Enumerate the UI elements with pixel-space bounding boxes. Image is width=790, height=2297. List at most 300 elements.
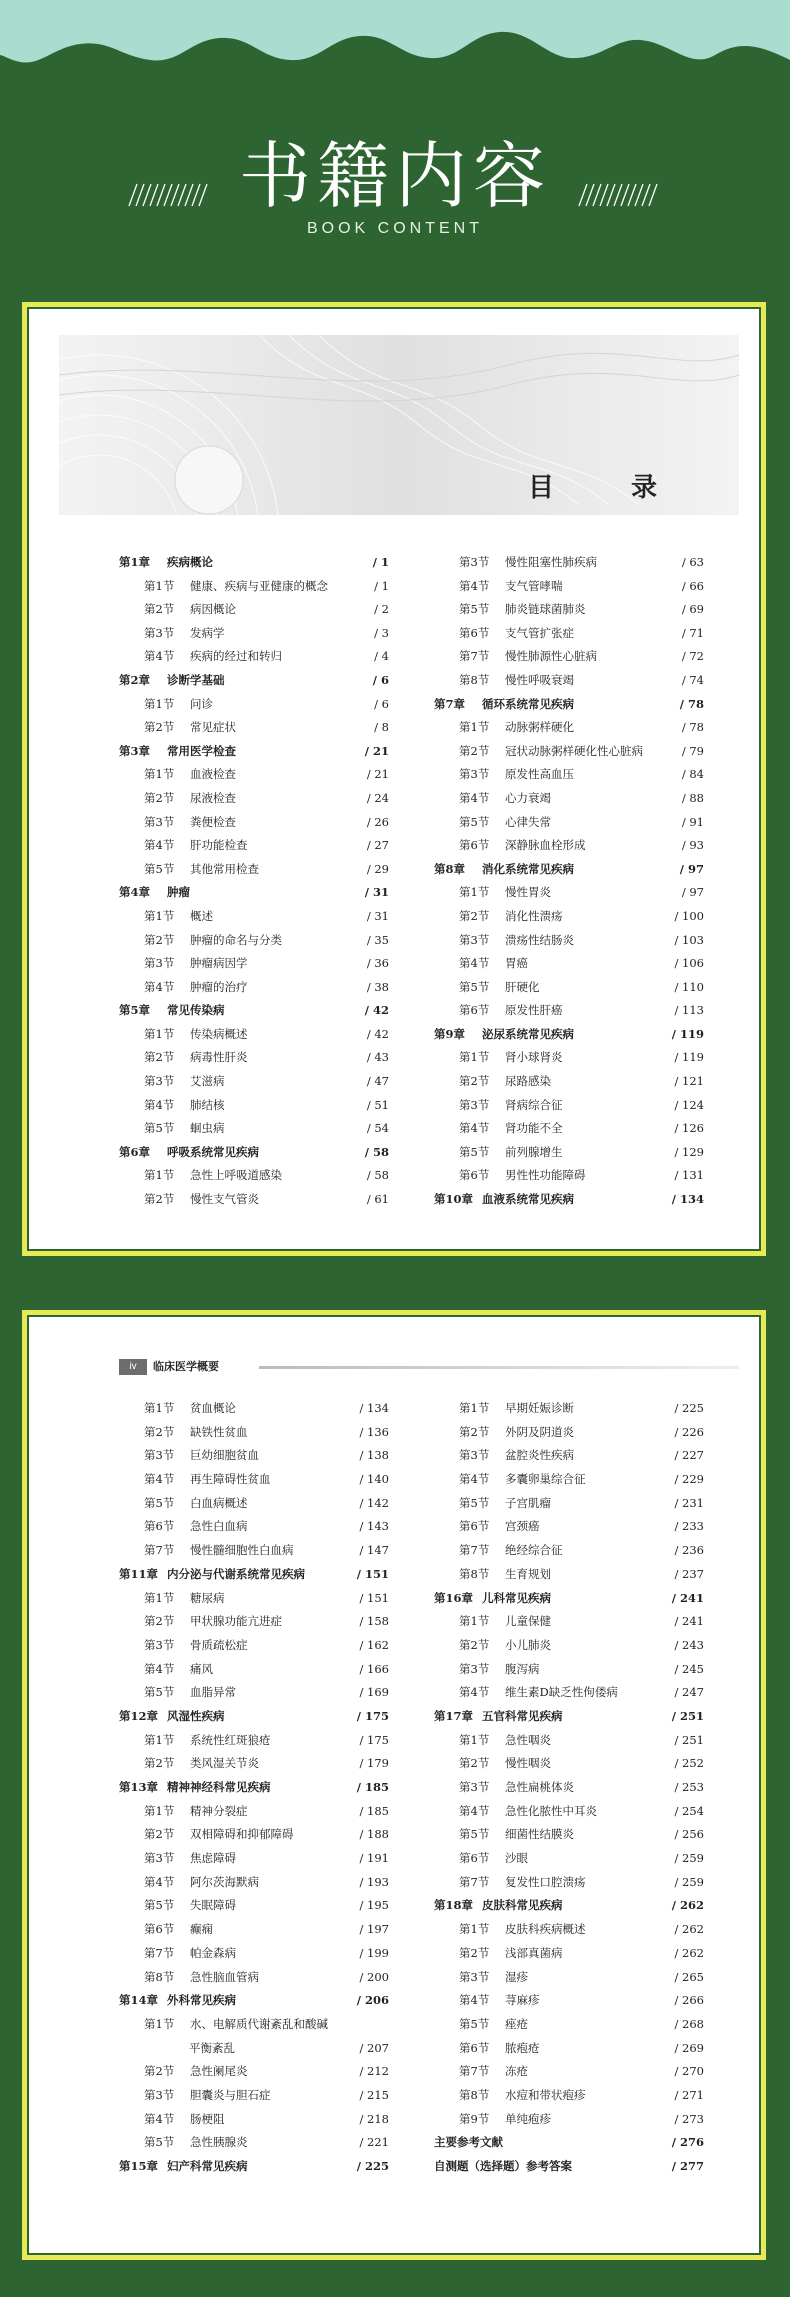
toc-entry-title: 糖尿病 <box>190 1590 225 1605</box>
toc-column-right <box>434 551 704 1212</box>
toc-entry-title: 盆腔炎性疾病 <box>505 1448 574 1463</box>
toc-entry-page: / 91 <box>681 814 704 829</box>
toc-entry-page: / 206 <box>356 1993 389 2008</box>
toc-entry-number: 第3节 <box>144 2087 175 2102</box>
toc-card-2 <box>22 1310 766 2260</box>
toc-section-row <box>119 1023 389 1047</box>
toc-entry-title: 水、电解质代谢紊乱和酸碱 <box>190 2016 328 2031</box>
toc-entry-page: / 24 <box>366 790 389 805</box>
toc-entry-page: / 69 <box>681 602 704 617</box>
toc-section-row <box>119 622 389 646</box>
toc-entry-number: 第4节 <box>144 2111 175 2126</box>
toc-entry-number: 第1节 <box>459 1922 490 1937</box>
toc-entry-page: / 4 <box>374 649 389 664</box>
toc-appendix-row <box>434 2155 704 2179</box>
toc-entry-title: 急性上呼吸道感染 <box>190 1168 282 1183</box>
toc-entry-title: 呼吸系统常见疾病 <box>167 1144 259 1159</box>
toc-entry-page: / 142 <box>359 1495 389 1510</box>
toc-section-row <box>434 1164 704 1188</box>
toc-entry-page: / 162 <box>359 1637 389 1652</box>
toc-entry-page: / 8 <box>374 720 389 735</box>
toc-section-row <box>119 1515 389 1539</box>
toc-entry-title: 再生障碍性贫血 <box>190 1472 271 1487</box>
toc-entry-number: 第5节 <box>144 2135 175 2150</box>
toc-section-row <box>434 1070 704 1094</box>
toc-entry-page: / 218 <box>359 2111 389 2126</box>
toc-entry-page: / 236 <box>674 1543 704 1558</box>
toc-entry-title: 浅部真菌病 <box>505 1945 563 1960</box>
toc-entry-number: 第2节 <box>144 1756 175 1771</box>
toc-entry-title: 急性阑尾炎 <box>190 2064 248 2079</box>
toc-section-row <box>119 2013 389 2037</box>
toc-entry-number: 第4章 <box>119 885 151 900</box>
hero-title: 书籍内容 <box>238 134 551 218</box>
toc-section-row <box>119 1587 389 1611</box>
toc-entry-number: 第5节 <box>459 1827 490 1842</box>
toc-entry-page: / 121 <box>674 1074 704 1089</box>
toc-entry-number: 第3节 <box>144 814 175 829</box>
toc-entry-page: / 2 <box>374 602 389 617</box>
toc-entry-title: 精神神经科常见疾病 <box>167 1780 271 1794</box>
toc-section-row <box>119 1658 389 1682</box>
toc-column-left <box>119 551 389 1212</box>
toc-section-row <box>119 2084 389 2108</box>
toc-entry-title: 胆囊炎与胆石症 <box>190 2087 271 2102</box>
toc-entry-number: 第3节 <box>144 1637 175 1652</box>
toc-entry-page: / 110 <box>674 979 704 994</box>
toc-entry-title: 急性脑血管病 <box>190 1969 259 1984</box>
toc-entry-title: 疾病的经过和转归 <box>190 649 282 664</box>
toc-entry-number: 第5节 <box>144 1898 175 1913</box>
toc-chapter-row <box>434 1023 704 1047</box>
toc-entry-number: 第5节 <box>459 2016 490 2031</box>
toc-entry-number: 第6节 <box>144 1922 175 1937</box>
toc-section-row <box>119 1681 389 1705</box>
toc-entry-title: 肝功能检查 <box>190 838 248 853</box>
toc-entry-page: / 225 <box>356 2159 389 2173</box>
toc-entry-title: 肺结核 <box>190 1097 225 1112</box>
toc-entry-page: / 74 <box>681 672 704 687</box>
toc-entry-title: 痛风 <box>190 1661 213 1676</box>
toc-entry-title: 失眠障碍 <box>190 1898 236 1913</box>
toc-entry-title: 冠状动脉粥样硬化性心脏病 <box>505 743 643 758</box>
toc-section-row <box>119 1610 389 1634</box>
toc-entry-number: 第2节 <box>144 1614 175 1629</box>
toc-entry-page: / 42 <box>366 1026 389 1041</box>
toc-entry-number: 第7节 <box>459 1543 490 1558</box>
running-title: 临床医学概要 <box>153 1360 219 1373</box>
toc-entry-number: 第5节 <box>144 1685 175 1700</box>
toc-section-row <box>119 1847 389 1871</box>
toc-section-row <box>119 2037 389 2061</box>
toc-entry-number: 第3节 <box>144 1074 175 1089</box>
toc-entry-title: 动脉粥样硬化 <box>505 720 574 735</box>
toc-entry-title: 原发性肝癌 <box>505 1003 563 1018</box>
toc-entry-title: 慢性支气管炎 <box>190 1192 259 1207</box>
toc-section-row <box>119 1634 389 1658</box>
toc-section-row <box>119 2060 389 2084</box>
toc-chapter-row <box>119 999 389 1023</box>
toc-entry-number: 第2节 <box>459 743 490 758</box>
toc-entry-number: 第4节 <box>144 1097 175 1112</box>
toc-entry-title: 帕金森病 <box>190 1945 236 1960</box>
toc-entry-page: / 84 <box>681 767 704 782</box>
toc-entry-number: 第1章 <box>119 555 151 569</box>
toc-entry-title: 慢性阻塞性肺疾病 <box>505 555 597 569</box>
toc-entry-title: 消化系统常见疾病 <box>482 861 574 876</box>
toc-entry-page: / 58 <box>364 1144 389 1159</box>
toc-entry-page: / 26 <box>366 814 389 829</box>
toc-entry-page: / 1 <box>372 555 389 569</box>
toc-entry-page: / 241 <box>674 1614 704 1629</box>
toc-entry-number: 第5章 <box>119 1003 151 1018</box>
toc-entry-title: 冻疮 <box>505 2064 528 2079</box>
toc-entry-number: 第7节 <box>459 1874 490 1889</box>
toc-entry-page: / 100 <box>674 908 704 923</box>
toc-entry-title: 肺炎链球菌肺炎 <box>505 602 586 617</box>
toc-entry-number: 第4节 <box>459 578 490 593</box>
toc-entry-title: 妇产科常见疾病 <box>167 2159 248 2173</box>
toc-entry-number: 第5节 <box>144 1121 175 1136</box>
toc-entry-number: 第1节 <box>144 578 175 593</box>
toc-chapter-row <box>119 1563 389 1587</box>
toc-entry-number: 第9节 <box>459 2111 490 2126</box>
toc-entry-page: / 227 <box>674 1448 704 1463</box>
toc-entry-title: 皮肤科常见疾病 <box>482 1898 563 1913</box>
toc-entry-number: 第1节 <box>144 696 175 711</box>
toc-entry-page: / 31 <box>366 908 389 923</box>
toc-entry-title: 子宫肌瘤 <box>505 1495 551 1510</box>
toc-section-row <box>434 1610 704 1634</box>
toc-entry-title: 双相障碍和抑郁障碍 <box>190 1827 294 1842</box>
toc-entry-page: / 36 <box>366 956 389 971</box>
toc-section-row <box>119 1918 389 1942</box>
toc-section-row <box>434 1094 704 1118</box>
toc-entry-number: 第8章 <box>434 861 466 876</box>
toc-entry-page: / 265 <box>674 1969 704 1984</box>
toc-entry-number: 第2节 <box>144 932 175 947</box>
running-header <box>119 1359 739 1375</box>
toc-section-row <box>434 2037 704 2061</box>
toc-entry-number: 第10章 <box>434 1192 474 1207</box>
toc-entry-page: / 147 <box>359 1543 389 1558</box>
toc-section-row <box>119 763 389 787</box>
toc-entry-number: 第1节 <box>459 1401 490 1415</box>
toc-entry-page: / 31 <box>364 885 389 900</box>
toc-entry-title: 心律失常 <box>505 814 551 829</box>
toc-section-row <box>119 1752 389 1776</box>
toc-entry-page: / 241 <box>671 1590 704 1605</box>
toc-entry-title: 肠梗阻 <box>190 2111 225 2126</box>
toc-entry-number: 第2节 <box>459 1637 490 1652</box>
toc-entry-number: 第3节 <box>459 767 490 782</box>
toc-entry-number: 第1节 <box>459 720 490 735</box>
toc-entry-number: 第3节 <box>144 1851 175 1866</box>
toc-chapter-row <box>434 1188 704 1212</box>
toc-entry-title: 水痘和带状疱疹 <box>505 2087 586 2102</box>
toc-section-row <box>434 551 704 575</box>
toc-entry-page: / 252 <box>674 1756 704 1771</box>
toc-section-row <box>119 1966 389 1990</box>
toc-entry-number: 第1节 <box>144 1590 175 1605</box>
toc-entry-page: / 266 <box>674 1993 704 2008</box>
toc-entry-page: / 259 <box>674 1851 704 1866</box>
toc-entry-title: 贫血概论 <box>190 1401 236 1415</box>
toc-entry-title: 皮肤科疾病概述 <box>505 1922 586 1937</box>
toc-entry-title: 类风湿关节炎 <box>190 1756 259 1771</box>
toc-entry-number: 第8节 <box>144 1969 175 1984</box>
toc-entry-page: / 256 <box>674 1827 704 1842</box>
toc-entry-page: / 262 <box>674 1945 704 1960</box>
toc-entry-number: 第3节 <box>144 625 175 640</box>
toc-entry-number: 第6章 <box>119 1144 151 1159</box>
toc-entry-page: / 197 <box>359 1922 389 1937</box>
toc-entry-title: 急性胰腺炎 <box>190 2135 248 2150</box>
toc-entry-title: 急性咽炎 <box>505 1732 551 1747</box>
toc-section-row <box>119 1871 389 1895</box>
toc-entry-title: 病毒性肝炎 <box>190 1050 248 1065</box>
toc-entry-number: 第2节 <box>459 1074 490 1089</box>
toc-chapter-row <box>119 2155 389 2179</box>
toc-entry-page: / 134 <box>671 1192 704 1207</box>
toc-entry-page: / 29 <box>366 861 389 876</box>
toc-section-row <box>434 1823 704 1847</box>
toc-section-row <box>119 1800 389 1824</box>
toc-section-row <box>434 1966 704 1990</box>
toc-section-row <box>119 858 389 882</box>
toc-entry-page: / 126 <box>674 1121 704 1136</box>
hero-subtitle: BOOK CONTENT <box>306 220 483 237</box>
toc-entry-page: / 134 <box>359 1401 389 1415</box>
toc-entry-page: / 93 <box>681 838 704 853</box>
toc-entry-title: 绝经综合征 <box>505 1543 563 1558</box>
toc-entry-page: / 21 <box>366 767 389 782</box>
toc-entry-title: 生育规划 <box>505 1566 551 1581</box>
toc-entry-page: / 158 <box>359 1614 389 1629</box>
toc-entry-page: / 54 <box>366 1121 389 1136</box>
toc-entry-title: 肿瘤的治疗 <box>190 979 248 994</box>
toc-entry-title: 慢性肺源性心脏病 <box>505 649 597 664</box>
toc-entry-title: 肾功能不全 <box>505 1121 563 1136</box>
toc-entry-number: 第3节 <box>459 555 490 569</box>
toc-section-row <box>119 598 389 622</box>
toc-entry-page: / 47 <box>366 1074 389 1089</box>
toc-entry-page: / 1 <box>374 578 389 593</box>
toc-entry-title: 肾小球肾炎 <box>505 1050 563 1065</box>
toc-section-row <box>434 1634 704 1658</box>
toc-entry-page: / 262 <box>674 1922 704 1937</box>
toc-card-1 <box>22 302 766 1256</box>
toc-section-row <box>434 787 704 811</box>
toc-entry-title: 艾滋病 <box>190 1074 225 1089</box>
toc-entry-page: / 243 <box>674 1637 704 1652</box>
toc-entry-page: / 151 <box>356 1566 389 1581</box>
toc-entry-title: 消化性溃疡 <box>505 908 563 923</box>
toc-entry-number: 第1节 <box>144 1401 175 1415</box>
toc-page-2 <box>27 1315 761 2255</box>
toc-entry-title: 慢性咽炎 <box>505 1756 551 1771</box>
toc-entry-page: / 262 <box>671 1898 704 1913</box>
toc-entry-page: / 259 <box>674 1874 704 1889</box>
toc-section-row <box>434 1871 704 1895</box>
toc-entry-title: 系统性红斑狼疮 <box>190 1732 271 1747</box>
toc-section-row <box>434 1847 704 1871</box>
toc-section-row <box>119 1094 389 1118</box>
toc-entry-title: 阿尔茨海默病 <box>190 1874 259 1889</box>
toc-section-row <box>119 1188 389 1212</box>
toc-entry-number: 第4节 <box>144 979 175 994</box>
toc-entry-page: / 270 <box>674 2064 704 2079</box>
toc-entry-title: 儿童保健 <box>505 1614 551 1629</box>
toc-entry-number: 第4节 <box>459 1803 490 1818</box>
toc-page-1 <box>27 307 761 1251</box>
toc-section-row <box>434 929 704 953</box>
toc-section-row <box>119 1397 389 1421</box>
toc-section-row <box>119 1117 389 1141</box>
toc-entry-page: / 79 <box>681 743 704 758</box>
toc-chapter-row <box>434 858 704 882</box>
toc-entry-number: 第5节 <box>459 814 490 829</box>
toc-entry-title: 细菌性结膜炎 <box>505 1827 574 1842</box>
toc-chapter-row <box>119 1989 389 2013</box>
toc-chapter-row <box>119 551 389 575</box>
toc-entry-page: / 138 <box>359 1448 389 1463</box>
toc-chapter-row <box>434 693 704 717</box>
toc-entry-number: 第4节 <box>144 838 175 853</box>
toc-entry-number: 第3节 <box>459 1097 490 1112</box>
page-tag: iv <box>119 1359 147 1375</box>
toc-section-row <box>119 1823 389 1847</box>
toc-entry-title: 粪便检查 <box>190 814 236 829</box>
toc-entry-page: / 175 <box>359 1732 389 1747</box>
toc-entry-number: 第2节 <box>459 1756 490 1771</box>
toc-entry-title: 痤疮 <box>505 2016 528 2031</box>
toc-section-row <box>434 2060 704 2084</box>
toc-entry-number: 第6节 <box>459 1519 490 1534</box>
toc-entry-number: 第2节 <box>459 1424 490 1439</box>
toc-entry-page: / 277 <box>671 2159 704 2173</box>
toc-entry-number: 第2节 <box>144 2064 175 2079</box>
toc-section-row <box>434 1800 704 1824</box>
toc-entry-title: 宫颈癌 <box>505 1519 540 1534</box>
toc-entry-number: 第4节 <box>144 1874 175 1889</box>
toc-section-row <box>434 1117 704 1141</box>
toc-entry-number: 第3节 <box>459 1661 490 1676</box>
toc-entry-page: / 169 <box>359 1685 389 1700</box>
toc-entry-number: 第3节 <box>144 1448 175 1463</box>
toc-entry-number: 第2节 <box>144 1050 175 1065</box>
toc-entry-page: / 66 <box>681 578 704 593</box>
toc-entry-number: 第3节 <box>459 1780 490 1794</box>
toc-entry-number: 第7节 <box>144 1945 175 1960</box>
toc-entry-title: 深静脉血栓形成 <box>505 838 586 853</box>
toc-section-row <box>119 575 389 599</box>
toc-entry-page: / 276 <box>671 2135 704 2150</box>
toc-entry-title: 外阴及阴道炎 <box>505 1424 574 1439</box>
toc-entry-page: / 78 <box>679 696 704 711</box>
toc-section-row <box>119 976 389 1000</box>
toc-entry-page: / 42 <box>364 1003 389 1018</box>
toc-entry-title: 血液系统常见疾病 <box>482 1192 574 1207</box>
toc-section-row <box>434 1141 704 1165</box>
toc-section-row <box>119 952 389 976</box>
toc-entry-page: / 72 <box>681 649 704 664</box>
toc-entry-number: 第7节 <box>459 649 490 664</box>
top-wave-decoration <box>0 0 790 100</box>
toc-entry-title: 早期妊娠诊断 <box>505 1401 574 1415</box>
toc-chapter-row <box>119 1705 389 1729</box>
toc-entry-page: / 245 <box>674 1661 704 1676</box>
toc-entry-number: 第1节 <box>144 1026 175 1041</box>
toc-section-row <box>434 999 704 1023</box>
toc-entry-number: 第1节 <box>144 1803 175 1818</box>
toc-entry-page: / 27 <box>366 838 389 853</box>
toc-section-row <box>434 1492 704 1516</box>
toc-banner <box>59 335 739 515</box>
toc-entry-title: 男性性功能障碍 <box>505 1168 586 1183</box>
toc-section-row <box>119 811 389 835</box>
toc-entry-page: / 269 <box>674 2040 704 2055</box>
toc-section-row <box>434 2084 704 2108</box>
toc-section-row <box>119 1444 389 1468</box>
toc-section-row <box>434 1444 704 1468</box>
toc-section-row <box>119 1539 389 1563</box>
toc-entry-title: 单纯疱疹 <box>505 2111 551 2126</box>
toc-entry-number: 第18章 <box>434 1898 474 1913</box>
toc-entry-page: / 225 <box>674 1401 704 1415</box>
toc-entry-number: 第1节 <box>459 1050 490 1065</box>
toc-entry-page: / 166 <box>359 1661 389 1676</box>
toc-entry-page: / 226 <box>674 1424 704 1439</box>
toc-entry-title: 尿液检查 <box>190 790 236 805</box>
toc-entry-page: / 38 <box>366 979 389 994</box>
toc-section-row <box>119 905 389 929</box>
toc-chapter-row <box>119 669 389 693</box>
toc-entry-number: 第2节 <box>459 908 490 923</box>
toc-entry-number: 第6节 <box>144 1519 175 1534</box>
toc-entry-title: 肿瘤的命名与分类 <box>190 932 282 947</box>
toc-entry-title: 前列腺增生 <box>505 1144 563 1159</box>
toc-entry-title: 脓疱疮 <box>505 2040 540 2055</box>
toc-entry-number: 第4节 <box>459 956 490 971</box>
toc-entry-title: 原发性高血压 <box>505 767 574 782</box>
toc-entry-number: 第2节 <box>459 1945 490 1960</box>
toc-entry-number: 第4节 <box>459 790 490 805</box>
toc-entry-page: / 233 <box>674 1519 704 1534</box>
toc-entry-number: 第8节 <box>459 2087 490 2102</box>
toc-chapter-row <box>119 1776 389 1800</box>
toc-section-row <box>119 716 389 740</box>
toc-entry-title: 尿路感染 <box>505 1074 551 1089</box>
toc-entry-page: / 251 <box>671 1708 704 1723</box>
toc-entry-page: / 237 <box>674 1566 704 1581</box>
toc-entry-page: / 215 <box>359 2087 389 2102</box>
toc-entry-title: 儿科常见疾病 <box>482 1590 551 1605</box>
toc-entry-page: / 35 <box>366 932 389 947</box>
toc-entry-page: / 151 <box>359 1590 389 1605</box>
toc-entry-title: 缺铁性贫血 <box>190 1424 248 1439</box>
toc-entry-page: / 251 <box>674 1732 704 1747</box>
toc-entry-number: 第6节 <box>459 838 490 853</box>
toc-entry-number: 第6节 <box>459 625 490 640</box>
toc-entry-number: 第9章 <box>434 1026 466 1041</box>
toc-section-row <box>434 952 704 976</box>
toc-entry-title: 慢性呼吸衰竭 <box>505 672 574 687</box>
toc-section-row <box>119 693 389 717</box>
toc-entry-number: 第5节 <box>459 979 490 994</box>
toc-entry-title: 风湿性疾病 <box>167 1708 225 1723</box>
toc-section-row <box>119 1070 389 1094</box>
